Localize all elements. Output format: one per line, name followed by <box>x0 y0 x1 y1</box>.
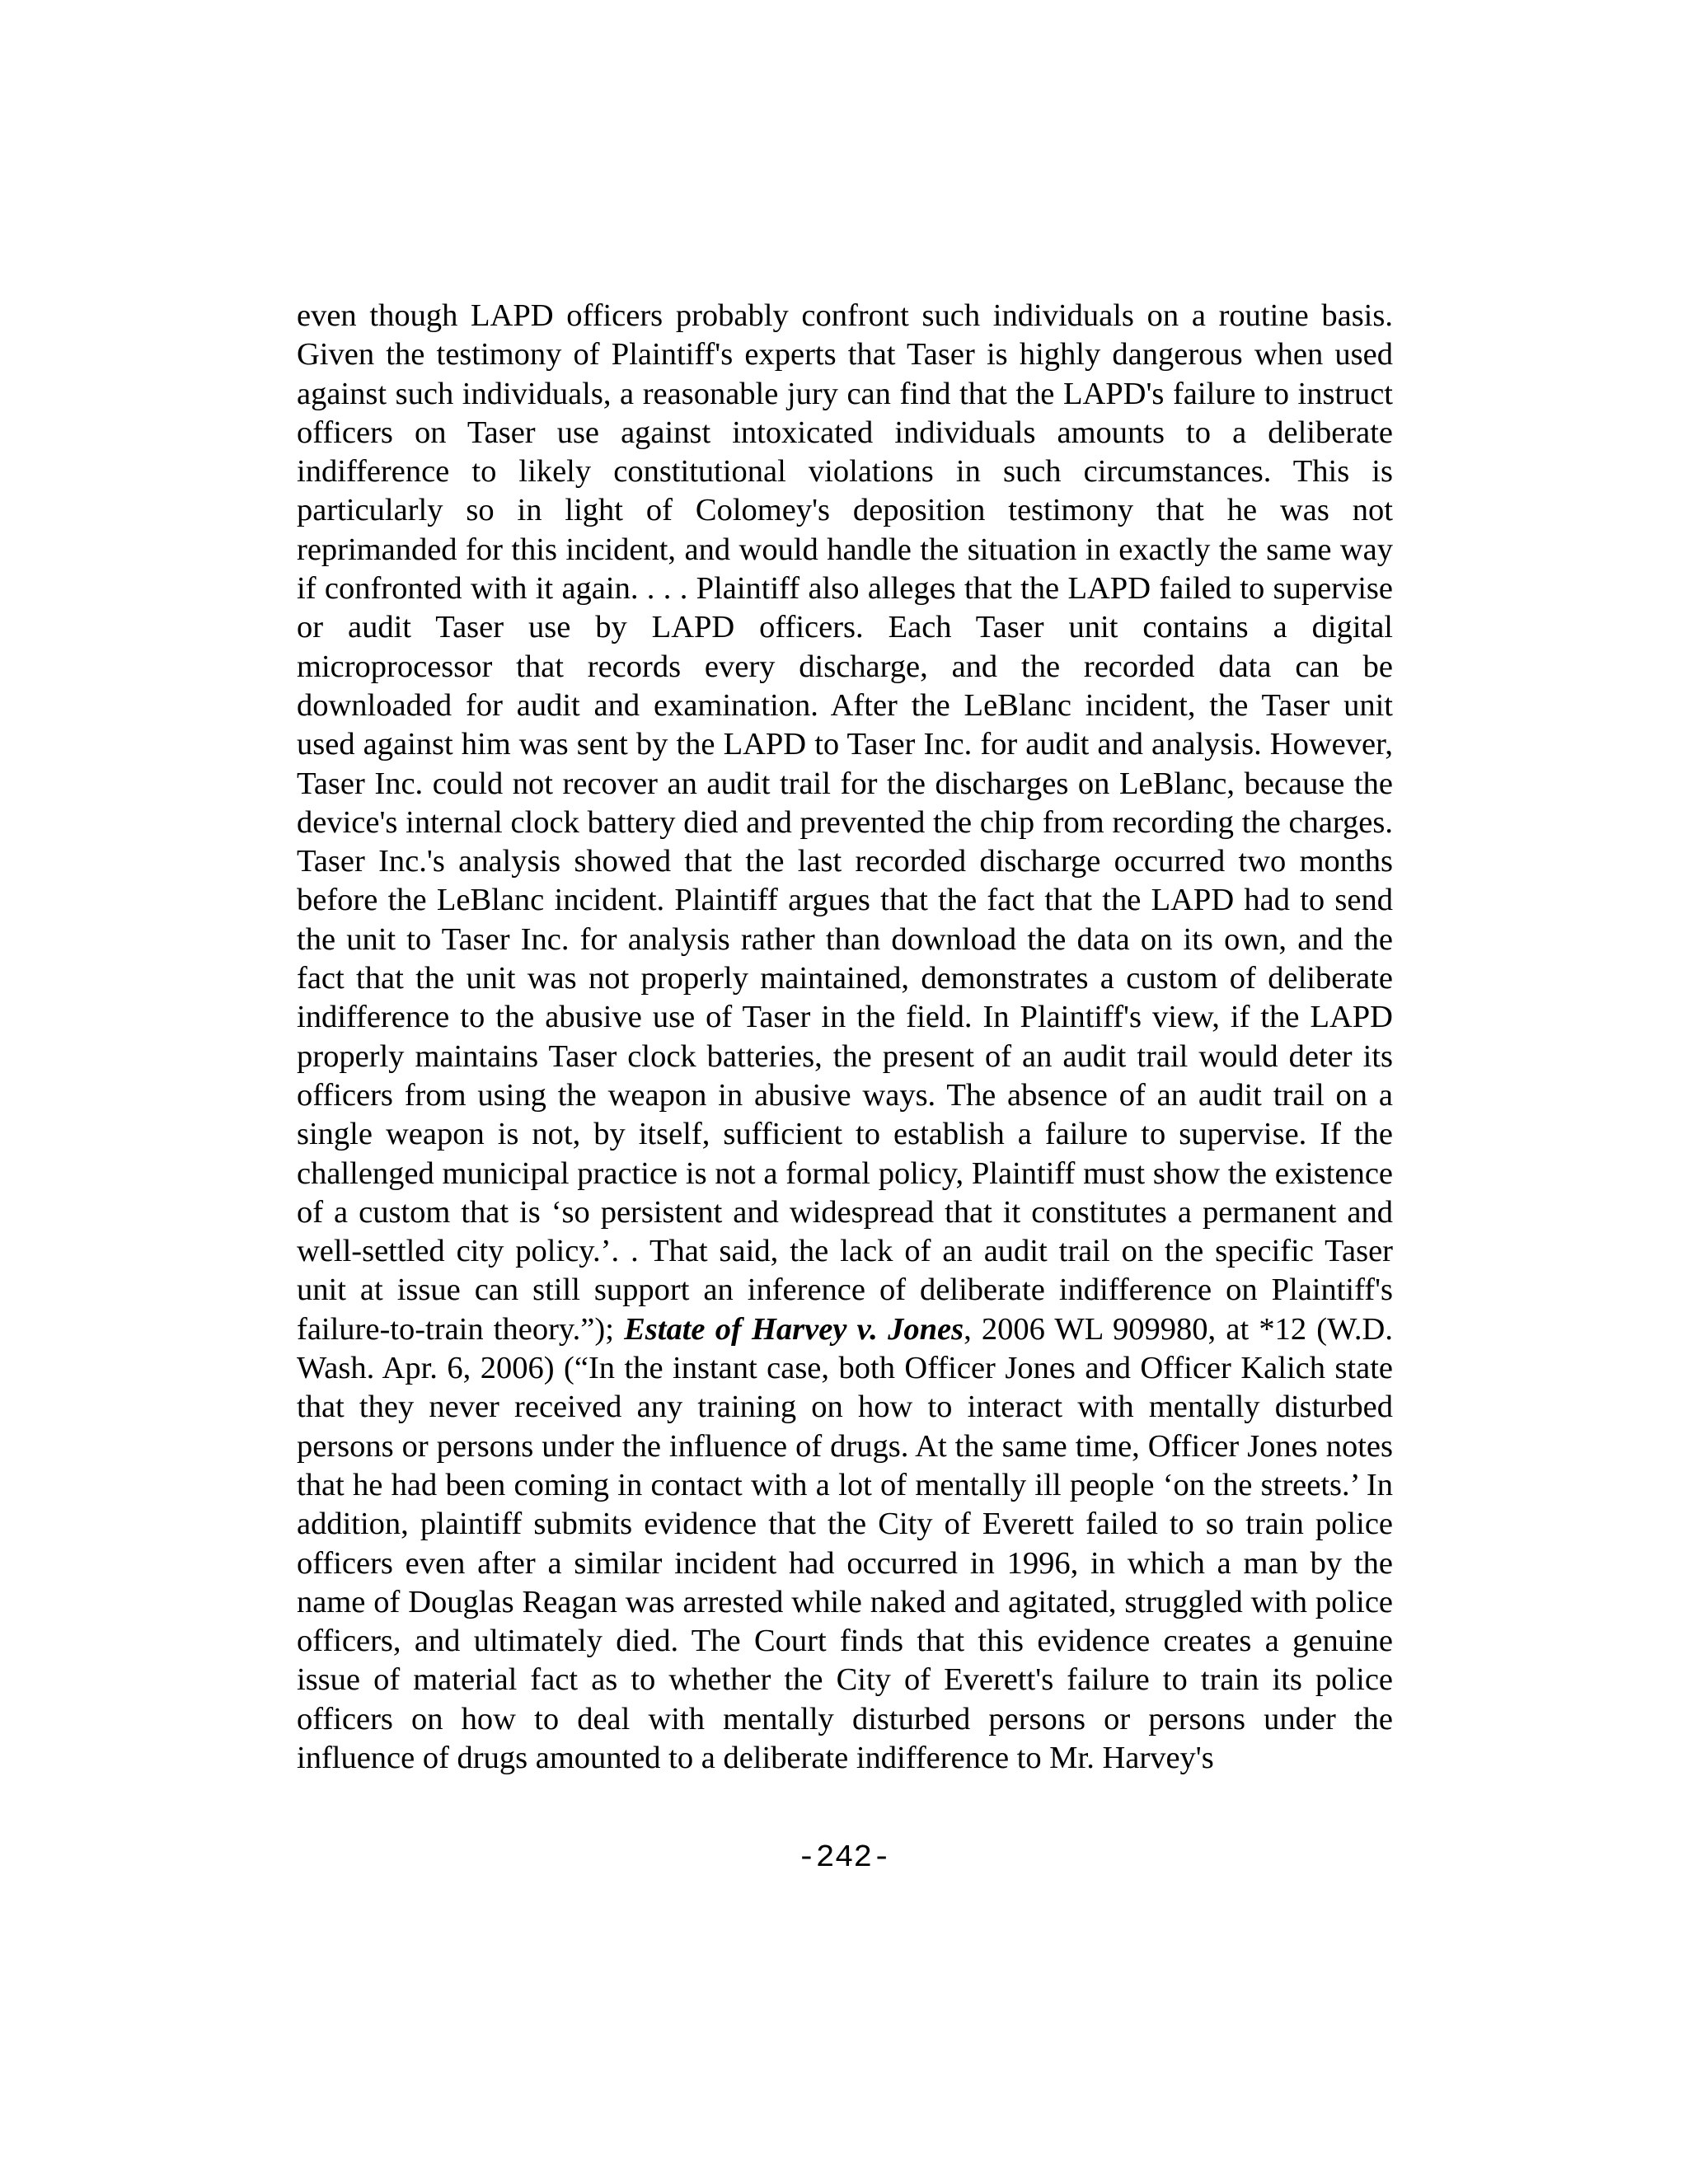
case-citation-name: Estate of Harvey v. Jones <box>624 1311 964 1347</box>
text-before-citation: even though LAPD officers probably confront such individuals on a routine basis. Given the testimony of Plaintiff's experts that Taser is highly dangerous when used against such individuals, a reasonable jury can find that the LAPD's failure to instruct officers on Taser use against intoxicated individuals amounts to a deliberate indifference to likely constitutional violations in such circumstances. This is particularly so in light of Colomey's deposition testimony that he was not reprimanded for this incident, and would handle the situation in exactly the same way if confronted with it again. . . . Plaintiff also alleges that the LAPD failed to supervise or audit Taser use by LAPD officers. Each Taser unit contains a digital microprocessor that records every discharge, and the recorded data can be downloaded for audit and examination. After the LeBlanc incident, the Taser unit used against him was sent by the LAPD to Taser Inc. for audit and analysis. However, Taser Inc. could not recover an audit trail for the discharges on LeBlanc, because the device's internal clock battery died and prevented the chip from recording the charges. Taser Inc.'s analysis showed that the last recorded discharge occurred two months before the LeBlanc incident. Plaintiff argues that the fact that the LAPD had to send the unit to Taser Inc. for analysis rather than download the data on its own, and the fact that the unit was not properly maintained, demonstrates a custom of deliberate indifference to the abusive use of Taser in the field. In Plaintiff's view, if the LAPD properly maintains Taser clock batteries, the present of an audit trail would deter its officers from using the weapon in abusive ways. The absence of an audit trail on a single weapon is not, by itself, sufficient to establish a failure to supervise. If the challenged municipal practice is not a formal policy, Plaintiff must show the existence of a custom that is ‘so persistent and widespread that it constitutes a permanent and well-settled city policy.’. . That said, the lack of an audit trail on the specific Taser unit at issue can still support an inference of deliberate indifference on Plaintiff's failure-to-train theory.”); <box>297 298 1393 1347</box>
text-after-citation: , 2006 WL 909980, at *12 (W.D. Wash. Apr. 6, 2006) (“In the instant case, both Officer Jones and Officer Kalich state that they never received any training on how to interact with mentally disturbed persons or persons under the influence of drugs. At the same time, Officer Jones notes that he had been coming in contact with a lot of mentally ill people ‘on the streets.’ In addition, plaintiff submits evidence that the City of Everett failed to so train police officers even after a similar incident had occurred in 1996, in which a man by the name of Douglas Reagan was arrested while naked and agitated, struggled with police officers, and ultimately died. The Court finds that this evidence creates a genuine issue of material fact as to whether the City of Everett's failure to train its police officers on how to deal with mentally disturbed persons or persons under the influence of drugs amounted to a deliberate indifference to Mr. Harvey's <box>297 1311 1393 1775</box>
page-number: -242- <box>796 1840 892 1876</box>
body-paragraph <box>297 297 1393 1778</box>
